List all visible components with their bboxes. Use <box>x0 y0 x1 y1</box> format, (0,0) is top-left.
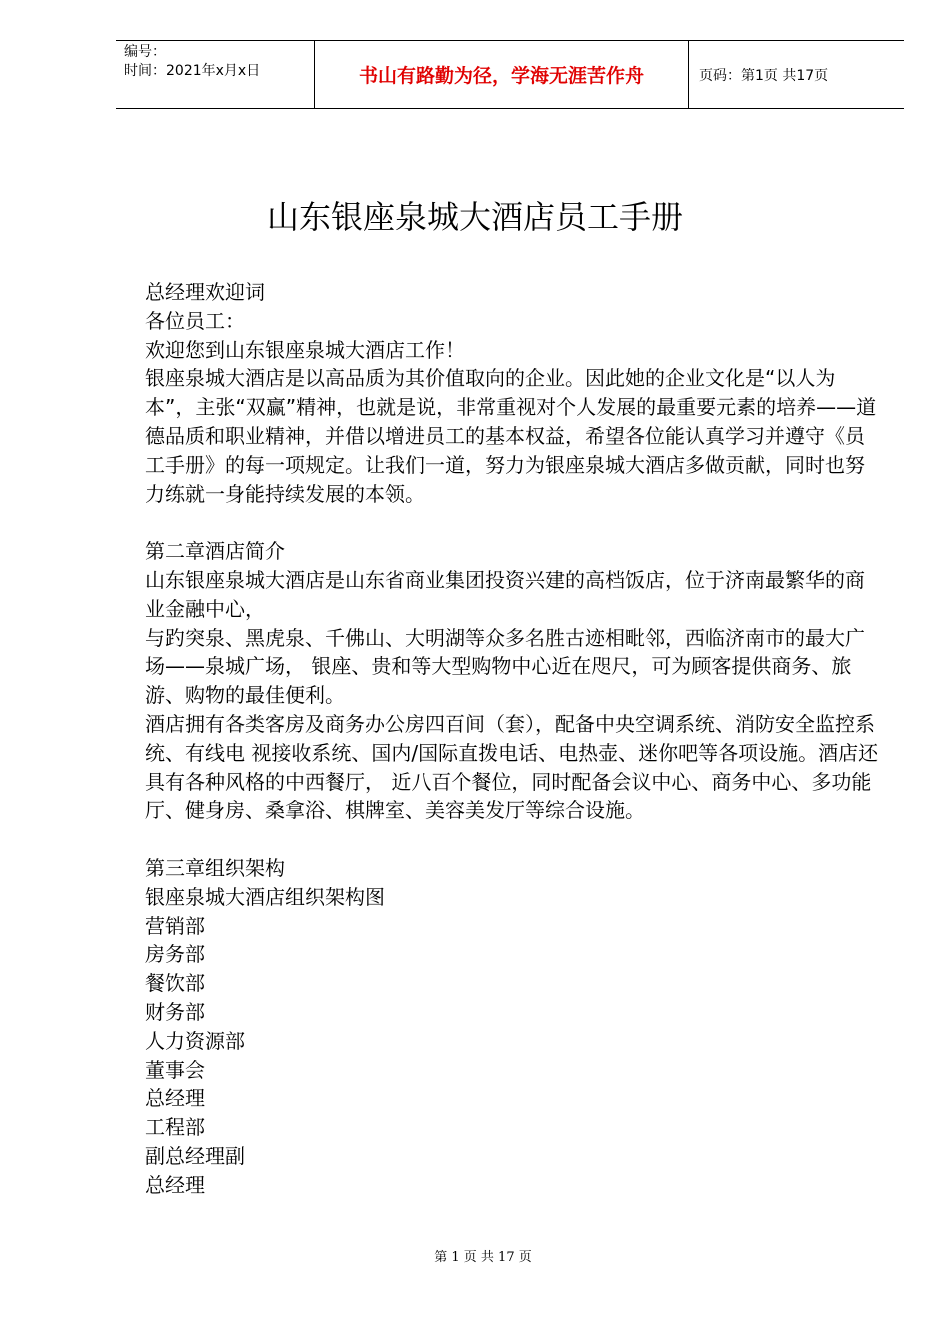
page-header <box>116 40 904 109</box>
header-number: 编号： <box>124 44 166 60</box>
chapter2-paragraph-2: 与趵突泉、黑虎泉、千佛山、大明湖等众多名胜古迹相毗邻，西临济南市的最大广场——泉城广场， 银座、贵和等大型购物中心近在咫尺，可为顾客提供商务、旅游、购物的最佳便利。 <box>145 625 865 708</box>
org-item: 副总经理副 <box>145 1143 245 1168</box>
org-item: 总经理 <box>145 1086 205 1111</box>
org-item: 总经理 <box>145 1172 205 1197</box>
chapter2-paragraph-1: 山东银座泉城大酒店是山东省商业集团投资兴建的高档饭店，位于济南最繁华的商业金融中心， <box>145 567 865 621</box>
greeting: 各位员工： <box>145 308 245 333</box>
org-item: 财务部 <box>145 999 205 1024</box>
page-footer: 第 1 页 共 17 页 <box>434 1250 532 1265</box>
spacer <box>145 825 880 854</box>
chapter2-paragraph-3: 酒店拥有各类客房及商务办公房四百间（套），配备中央空调系统、消防安全监控系统、有线电 视接收系统、国内/国际直拨电话、电热壶、迷你吧等各项设施。酒店还具有各种风格的中西餐厅， 近八百个餐位，同时配备会议中心、商务中心、多功能厅、健身房、桑拿浴、棋牌室、美容美发厅等综合设施。 <box>145 711 879 823</box>
org-item: 工程部 <box>145 1115 205 1140</box>
welcome-paragraph: 银座泉城大酒店是以高品质为其价值取向的企业。因此她的企业文化是“以人为本”，主张“双赢”精神，也就是说，非常重视对个人发展的最重要元素的培养——道德品质和职业精神，并借以增进员工的基本权益，希望各位能认真学习并遵守《员工手册》的每一项规定。让我们一道，努力为银座泉城大酒店多做贡献，同时也努力练就一身能持续发展的本领。 <box>145 366 877 506</box>
org-item: 房务部 <box>145 942 205 967</box>
header-meta <box>116 41 315 108</box>
welcome-heading: 总经理欢迎词 <box>145 280 265 304</box>
spacer <box>145 508 880 537</box>
document-title: 山东银座泉城大酒店员工手册 <box>266 198 683 236</box>
header-page-info: 页码：第1页 共17页 <box>699 67 829 84</box>
chapter3-subtitle: 银座泉城大酒店组织架构图 <box>145 884 385 909</box>
document-body <box>145 278 880 1200</box>
welcome-line: 欢迎您到山东银座泉城大酒店工作！ <box>145 337 465 362</box>
header-motto: 书山有路勤为径，学海无涯苦作舟 <box>315 41 689 108</box>
org-item: 餐饮部 <box>145 971 205 996</box>
chapter3-heading: 第三章组织架构 <box>145 855 285 880</box>
org-item: 董事会 <box>145 1057 205 1082</box>
header-time: 时间：2021年x月x日 <box>124 63 261 79</box>
chapter2-heading: 第二章酒店简介 <box>145 539 285 564</box>
org-item: 人力资源部 <box>145 1028 245 1053</box>
org-item: 营销部 <box>145 913 205 938</box>
